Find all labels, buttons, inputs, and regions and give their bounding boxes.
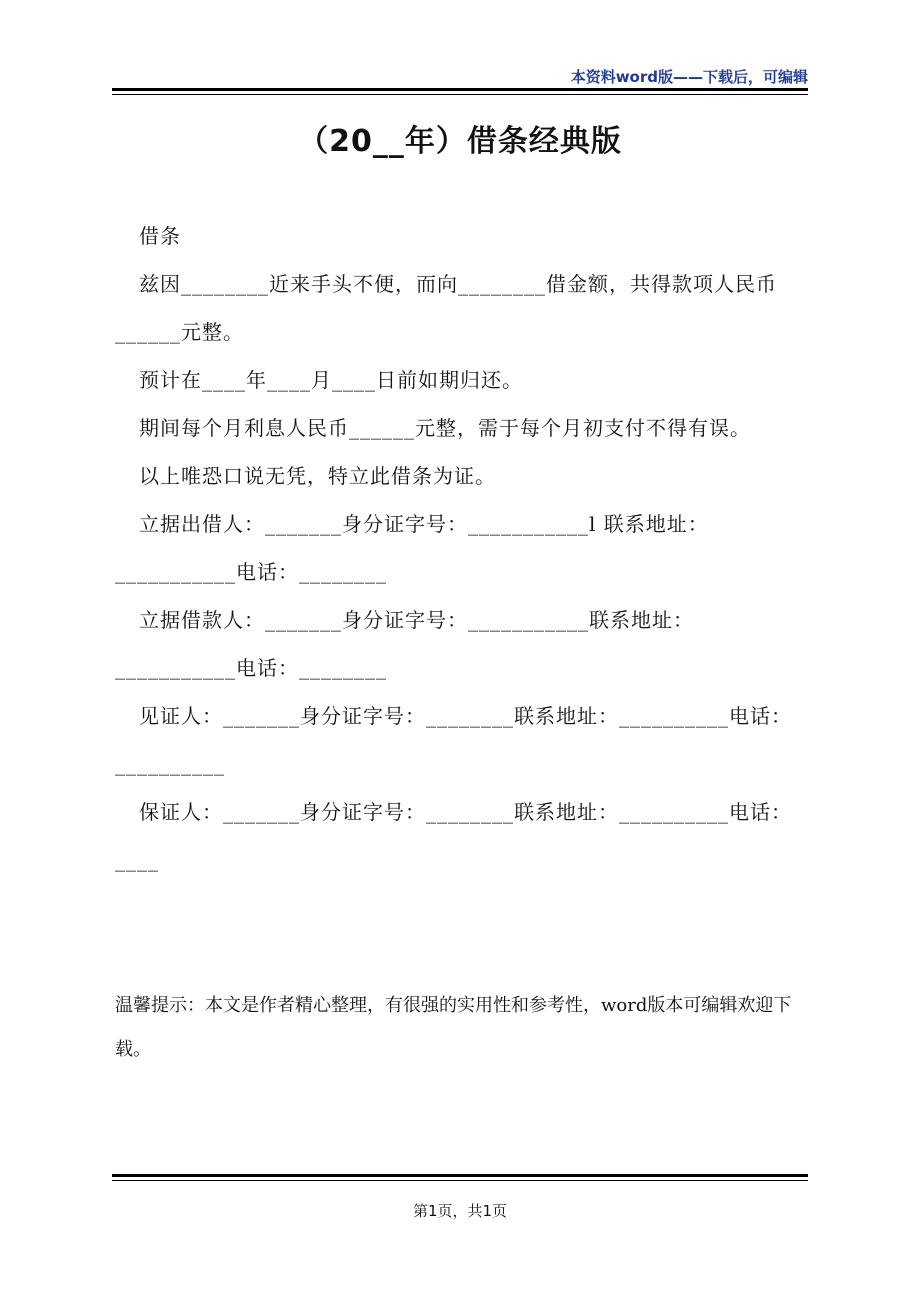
page-number: 第1页，共1页 [412, 1202, 508, 1220]
header-rule-thick [112, 88, 808, 91]
footnote-text: 温馨提示：本文是作者精心整理，有很强的实用性和参考性，word版本可编辑欢迎下载。 [115, 995, 792, 1060]
paragraph-heading: 借条 [139, 224, 181, 248]
paragraph-loan-reason: 兹因________近来手头不便，而向________借金额，共得款项人民币______元整。 [115, 272, 777, 344]
document-body [115, 212, 807, 884]
paragraph-interest: 期间每个月利息人民币______元整，需于每个月初支付不得有误。 [139, 416, 751, 440]
paragraph-witness: 见证人：_______身分证字号：________联系地址：__________电话：__________ [115, 704, 792, 776]
paragraph-guarantor: 保证人：_______身分证字号：________联系地址：__________电话：____ [115, 800, 792, 872]
footer-rule-thick [112, 1174, 808, 1177]
paragraph-repay-date: 预计在____年____月____日前如期归还。 [139, 368, 523, 392]
paragraph-proof: 以上唯恐口说无凭，特立此借条为证。 [139, 464, 496, 488]
footnote [115, 984, 807, 1072]
header-note: 本资料word版——下载后，可编辑 [570, 68, 808, 86]
paragraph-borrower: 立据借款人：_______身分证字号：___________联系地址：___________电话：________ [115, 608, 694, 680]
document-title: （20__年）借条经典版 [298, 124, 622, 159]
header-rule-thin [112, 94, 808, 95]
paragraph-lender: 立据出借人：_______身分证字号：___________l 联系地址：___________电话：________ [115, 512, 709, 584]
footer-rule-thin [112, 1180, 808, 1181]
